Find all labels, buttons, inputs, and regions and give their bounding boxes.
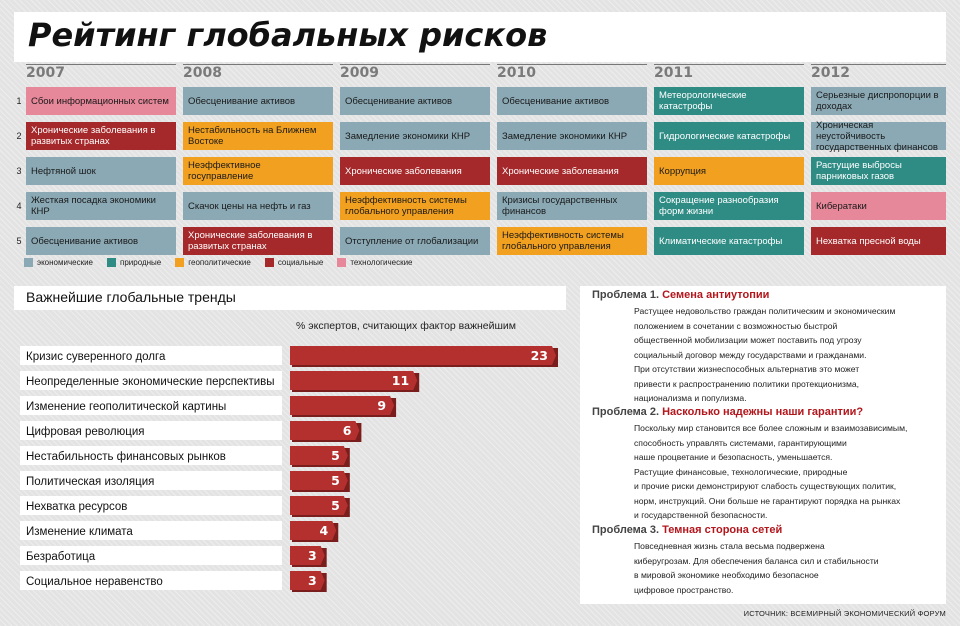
risk-cell: Отступление от глобализации bbox=[340, 227, 490, 255]
risk-cell: Хронические заболевания bbox=[340, 157, 490, 185]
risk-cell: Хронические заболевания в развитых странах bbox=[26, 122, 176, 150]
risk-cell: Замедление экономики КНР bbox=[497, 122, 647, 150]
text-line: норм, инструкций. Они больше не гарантируют порядка на рынках bbox=[634, 495, 901, 506]
risk-cell: Обесценивание активов bbox=[26, 227, 176, 255]
category-label: Цифровая революция bbox=[26, 426, 145, 438]
value-label: 6 bbox=[342, 423, 352, 438]
text-line: Повседневная жизнь стала весьма подвержена bbox=[634, 541, 825, 551]
category-label: Неопределенные экономические перспективы bbox=[26, 376, 275, 388]
risk-cell: Сокращение разнообразия форм жизни bbox=[654, 192, 804, 220]
value-label: 5 bbox=[331, 473, 340, 488]
risk-cell: Неэффективность системы глобального управления bbox=[497, 227, 647, 255]
risk-cell: Кибератаки bbox=[811, 192, 946, 220]
legend-label: социальные bbox=[277, 258, 324, 267]
year-header: 2012 bbox=[811, 64, 946, 85]
text-line: наше процветание и безопасность, уменьшается. bbox=[634, 452, 833, 462]
category-label: Социальное неравенство bbox=[26, 576, 163, 588]
risk-cell: Обесценивание активов bbox=[497, 87, 647, 115]
risk-cell: Скачок цены на нефть и газ bbox=[183, 192, 333, 220]
legend-label: геополитические bbox=[188, 258, 251, 267]
text-line: и прочие риски демонстрируют слабость существующих политик, bbox=[634, 481, 897, 491]
category-label: Безработица bbox=[26, 551, 96, 563]
text-line: общественной мобилизации может поставить под угрозу bbox=[634, 335, 862, 345]
legend-label: технологические bbox=[350, 258, 413, 267]
risk-cell: Жесткая посадка экономики КНР bbox=[26, 192, 176, 220]
risk-cell: Обесценивание активов bbox=[340, 87, 490, 115]
problem-title: Семена антиутопии bbox=[662, 289, 770, 301]
year-header: 2008 bbox=[183, 64, 333, 85]
text-line: социальный договор между государствами и гражданами. bbox=[634, 349, 867, 360]
value-label: 11 bbox=[391, 373, 410, 388]
row-number: 4 bbox=[16, 201, 22, 211]
risk-cell: Хронические заболевания в развитых странах bbox=[183, 227, 333, 255]
risk-cell: Нехватка пресной воды bbox=[811, 227, 946, 255]
year-header: 2011 bbox=[654, 64, 804, 85]
text-line: киберугрозам. Для обеспечения баланса сил и стабильности bbox=[634, 555, 879, 566]
page-title: Рейтинг глобальных рисков bbox=[28, 16, 548, 54]
risk-cell: Гидрологические катастрофы bbox=[654, 122, 804, 150]
text-line: в мировой экономике необходимо безопасное bbox=[634, 570, 819, 580]
chart-axis-label: % экспертов, считающих фактор важнейшим bbox=[296, 320, 517, 332]
risk-cell: Нефтяной шок bbox=[26, 157, 176, 185]
trends-title: Важнейшие глобальные тренды bbox=[26, 289, 236, 305]
risk-cell: Серьезные диспропорции в доходах bbox=[811, 87, 946, 115]
text-line: и государственной безопасности. bbox=[634, 510, 768, 520]
category-label: Политическая изоляция bbox=[26, 476, 155, 488]
risk-cell: Кризисы государственных финансов bbox=[497, 192, 647, 220]
bar bbox=[290, 521, 336, 540]
row-number: 3 bbox=[16, 166, 22, 176]
problem-label: Проблема 1. bbox=[592, 289, 660, 301]
problem-heading bbox=[592, 406, 863, 418]
risk-cell: Нестабильность на Ближнем Востоке bbox=[183, 122, 333, 150]
risk-cell: Климатические катастрофы bbox=[654, 227, 804, 255]
category-label: Изменение геополитической картины bbox=[26, 401, 227, 413]
category-label: Изменение климата bbox=[26, 526, 133, 538]
source-note: ИСТОЧНИК: ВСЕМИРНЫЙ ЭКОНОМИЧЕСКИЙ ФОРУМ bbox=[743, 609, 946, 618]
text-line: Поскольку мир становится все более сложным и взаимозависимым, bbox=[634, 423, 908, 433]
text-line: способность управлять системами, гарантирующими bbox=[634, 437, 847, 448]
risk-cell: Сбои информационных систем bbox=[26, 87, 176, 115]
year-header: 2007 bbox=[26, 64, 176, 85]
risk-cell: Растущие выбросы парниковых газов bbox=[811, 157, 946, 185]
text-line: положением в сочетании с возможностью быстрой bbox=[634, 320, 838, 331]
problem-heading bbox=[592, 524, 782, 536]
risk-cell: Замедление экономики КНР bbox=[340, 122, 490, 150]
value-label: 3 bbox=[307, 548, 317, 563]
problem-heading bbox=[592, 289, 769, 301]
text-line: При отсутствии жизнеспособных альтернатив это может bbox=[634, 364, 860, 374]
text-line: цифровое пространство. bbox=[634, 584, 734, 595]
risk-cell: Хроническая неустойчивость государственных финансов bbox=[811, 122, 946, 150]
bar bbox=[290, 346, 556, 365]
category-label: Нестабильность финансовых рынков bbox=[26, 451, 226, 463]
category-label: Кризис суверенного долга bbox=[26, 351, 166, 363]
legend-label: экономические bbox=[37, 258, 93, 267]
value-label: 23 bbox=[530, 348, 548, 363]
row-number: 5 bbox=[16, 236, 22, 246]
text-line: Растущее недовольство граждан политическим и экономическим bbox=[634, 306, 896, 316]
text-line: привести к распространению политики протекционизма, bbox=[634, 378, 860, 389]
row-number: 2 bbox=[16, 131, 22, 141]
problem-title: Темная сторона сетей bbox=[662, 524, 783, 536]
row-number: 1 bbox=[16, 96, 22, 106]
risk-cell: Обесценивание активов bbox=[183, 87, 333, 115]
value-label: 5 bbox=[331, 448, 340, 463]
text-line: национализма и популизма. bbox=[634, 393, 747, 403]
risk-cell: Хронические заболевания bbox=[497, 157, 647, 185]
problems-panel bbox=[580, 286, 946, 604]
text-line: Растущие финансовые, технологические, природные bbox=[634, 466, 848, 477]
risk-cell: Коррупция bbox=[654, 157, 804, 185]
problem-text bbox=[634, 539, 940, 597]
year-header: 2010 bbox=[497, 64, 647, 85]
value-label: 3 bbox=[307, 573, 317, 588]
problem-title: Насколько надежны наши гарантии? bbox=[662, 406, 864, 418]
problem-label: Проблема 2. bbox=[592, 406, 660, 418]
risk-cell: Метеорологические катастрофы bbox=[654, 87, 804, 115]
value-label: 5 bbox=[331, 498, 340, 513]
category-label: Нехватка ресурсов bbox=[26, 501, 128, 513]
problem-text bbox=[634, 421, 940, 523]
legend-label: природные bbox=[120, 258, 162, 267]
risk-cell: Неэффективность системы глобального управления bbox=[340, 192, 490, 220]
problem-text bbox=[634, 304, 940, 406]
year-header: 2009 bbox=[340, 64, 490, 85]
value-label: 4 bbox=[319, 523, 329, 538]
problem-label: Проблема 3. bbox=[592, 524, 660, 536]
risk-cell: Неэффективное госуправление bbox=[183, 157, 333, 185]
value-label: 9 bbox=[377, 398, 387, 413]
